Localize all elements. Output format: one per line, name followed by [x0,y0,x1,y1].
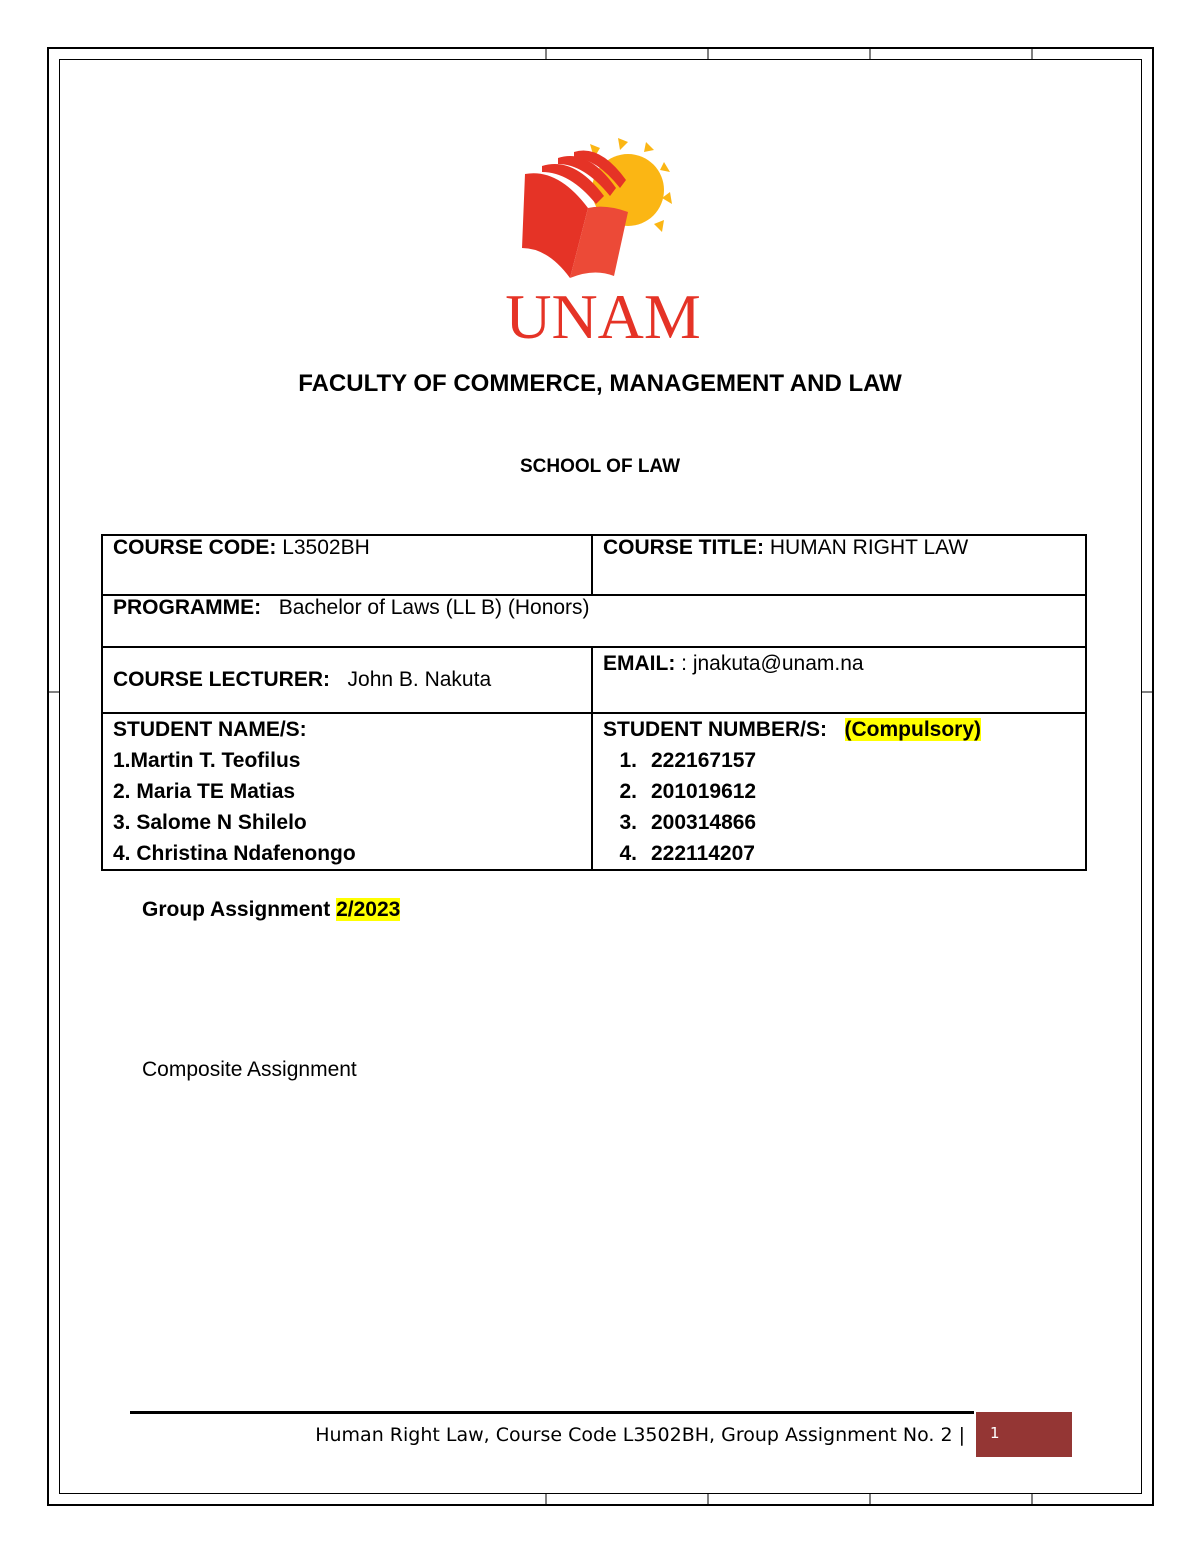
student-number [603,807,1075,838]
course-title-cell [592,535,1086,595]
programme-label: PROGRAMME: [113,596,262,619]
course-title-value: HUMAN RIGHT LAW [769,536,969,559]
compulsory-highlight: (Compulsory) [844,718,982,741]
student-names-label: STUDENT NAME/S: [113,718,307,741]
student-number-value: 222114207 [651,842,755,865]
unam-wordmark: UNAM [505,281,701,348]
student-number [603,838,1075,869]
student-name: 4. Christina Ndafenongo [113,842,356,865]
student-number-value: 222167157 [651,749,757,772]
lecturer-cell [102,647,592,713]
book-icon [522,151,628,278]
student-numbers-cell [592,713,1086,870]
composite-assignment-text: Composite Assignment [142,1058,357,1081]
list-marker: 1. [619,749,637,772]
lecturer-value: John B. Nakuta [347,668,492,691]
student-number [603,776,1075,807]
list-marker: 2. [619,780,637,803]
programme-value: Bachelor of Laws (LL B) (Honors) [278,596,590,619]
list-marker: 3. [619,811,637,834]
unam-logo [478,138,728,348]
group-assignment-heading [142,898,400,922]
programme-cell [102,595,1086,647]
student-names-cell [102,713,592,870]
student-name: 2. Maria TE Matias [113,780,296,803]
student-name: 1.Martin T. Teofilus [113,749,301,772]
school-title: SCHOOL OF LAW [519,456,681,477]
list-marker: 4. [619,842,637,865]
footer-text: Human Right Law, Course Code L3502BH, Group Assignment No. 2 | [315,1424,965,1446]
student-name: 3. Salome N Shilelo [113,811,307,834]
footer-divider [130,1411,974,1414]
page-number-badge: 1 [976,1412,1072,1457]
group-assignment-number: 2/2023 [336,898,401,921]
email-label: EMAIL: [603,652,676,675]
course-code-value: L3502BH [282,536,370,559]
email-cell [592,647,1086,713]
student-numbers-header [603,714,1075,745]
student-number-value: 200314866 [651,811,757,834]
group-assignment-label: Group Assignment [142,898,331,921]
course-info-table [101,534,1087,871]
student-number-value: 201019612 [651,780,757,803]
course-code-cell [102,535,592,595]
faculty-title: FACULTY OF COMMERCE, MANAGEMENT AND LAW [298,370,902,397]
lecturer-label: COURSE LECTURER: [113,668,331,691]
email-value: : jnakuta@unam.na [681,652,864,675]
student-numbers-label: STUDENT NUMBER/S: [603,718,827,741]
course-title-label: COURSE TITLE: [603,536,764,559]
student-number [603,745,1075,776]
course-code-label: COURSE CODE: [113,536,277,559]
